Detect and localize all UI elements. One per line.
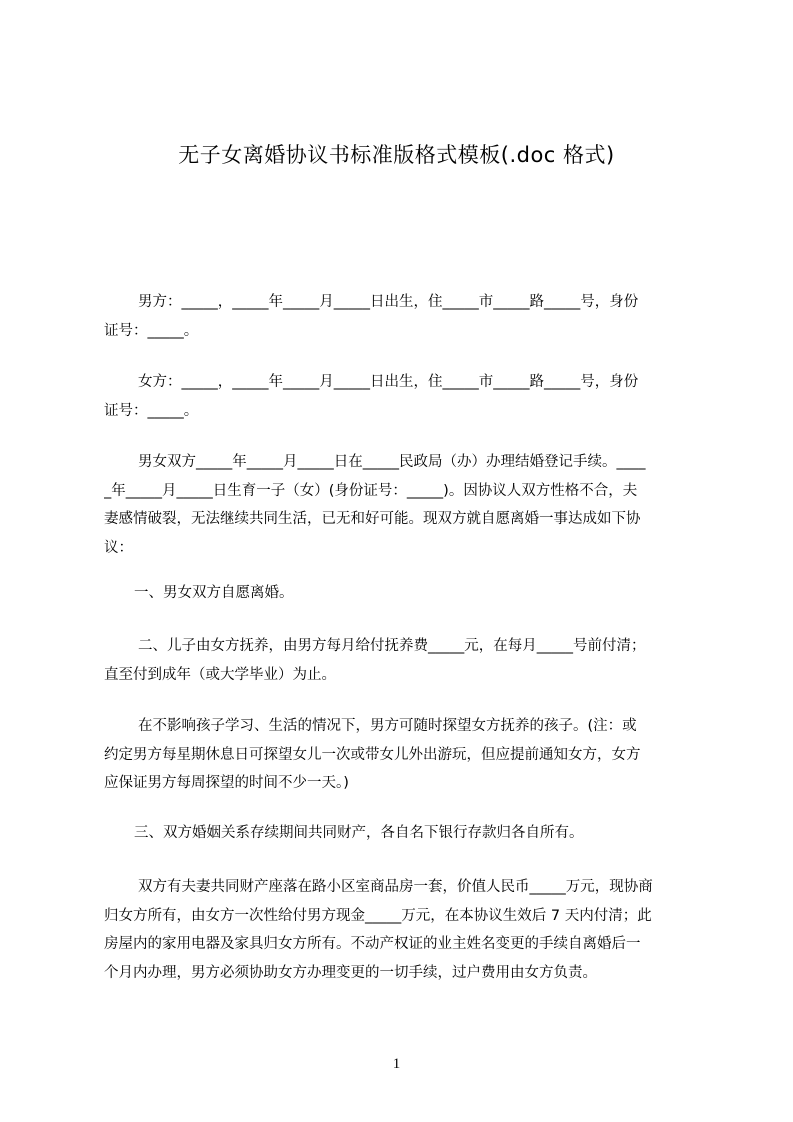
paragraph-clause-2	[104, 632, 700, 689]
paragraph-clause-3	[104, 819, 700, 848]
paragraph-line: 应保证男方每周探望的时间不少一天。)	[104, 775, 349, 791]
paragraph-line: 归女方所有，由女方一次性给付男方现金_____万元，在本协议生效后 7 天内付清；此	[104, 907, 652, 924]
paragraph-line: 男女双方_____年_____月_____日在_____民政局（办）办理结婚登记手续。____	[138, 454, 646, 470]
document-title: 无子女离婚协议书标准版格式模板(.doc 格式)	[178, 143, 615, 167]
clause-heading: 三、双方婚姻关系存续期间共同财产，各自名下银行存款归各自所有。	[134, 825, 584, 841]
paragraph-marriage-background	[104, 448, 700, 562]
paragraph-line: 房屋内的家用电器及家具归女方所有。不动产权证的业主姓名变更的手续自离婚后一	[104, 936, 641, 952]
paragraph-line: _年_____月_____日生育一子（女）(身份证号：_____)。因协议人双方性格不合，夫	[104, 482, 638, 499]
paragraph-property	[104, 873, 700, 987]
paragraph-line: 二、儿子由女方抚养，由男方每月给付抚养费_____元，在每月_____号前付清；	[138, 638, 646, 654]
paragraph-line: 个月内办理，男方必须协助女方办理变更的一切手续，过户费用由女方负责。	[104, 964, 597, 981]
paragraph-line: 直至付到成年（或大学毕业）为止。	[104, 666, 336, 683]
paragraph-line: 妻感情破裂，无法继续共同生活，已无和好可能。现双方就自愿离婚一事达成如下协	[104, 511, 641, 527]
paragraph-visitation	[104, 712, 700, 798]
paragraph-line: 证号：_____。	[104, 402, 199, 419]
clause-heading: 一、男女双方自愿离婚。	[134, 585, 294, 601]
paragraph-line: 双方有夫妻共同财产座落在路小区室商品房一套，价值人民币_____万元，现协商	[138, 879, 653, 895]
paragraph-line: 在不影响孩子学习、生活的情况下，男方可随时探望女方抚养的孩子。(注：或	[138, 718, 637, 734]
paragraph-line: 约定男方每星期休息日可探望女儿一次或带女儿外出游玩，但应提前通知女方，女方	[104, 746, 641, 763]
paragraph-line: 女方：_____，_____年_____月_____日出生，住_____市_____路_____号，身份	[138, 374, 639, 390]
paragraph-line: 证号：_____。	[104, 322, 199, 339]
paragraph-clause-1	[104, 579, 700, 608]
paragraph-line: 议：	[104, 539, 133, 556]
paragraph-female-party	[104, 368, 700, 425]
page-number: 1	[392, 1056, 401, 1072]
paragraph-male-party	[104, 288, 700, 345]
paragraph-line: 男方：_____，_____年_____月_____日出生，住_____市_____路_____号，身份	[138, 294, 639, 310]
